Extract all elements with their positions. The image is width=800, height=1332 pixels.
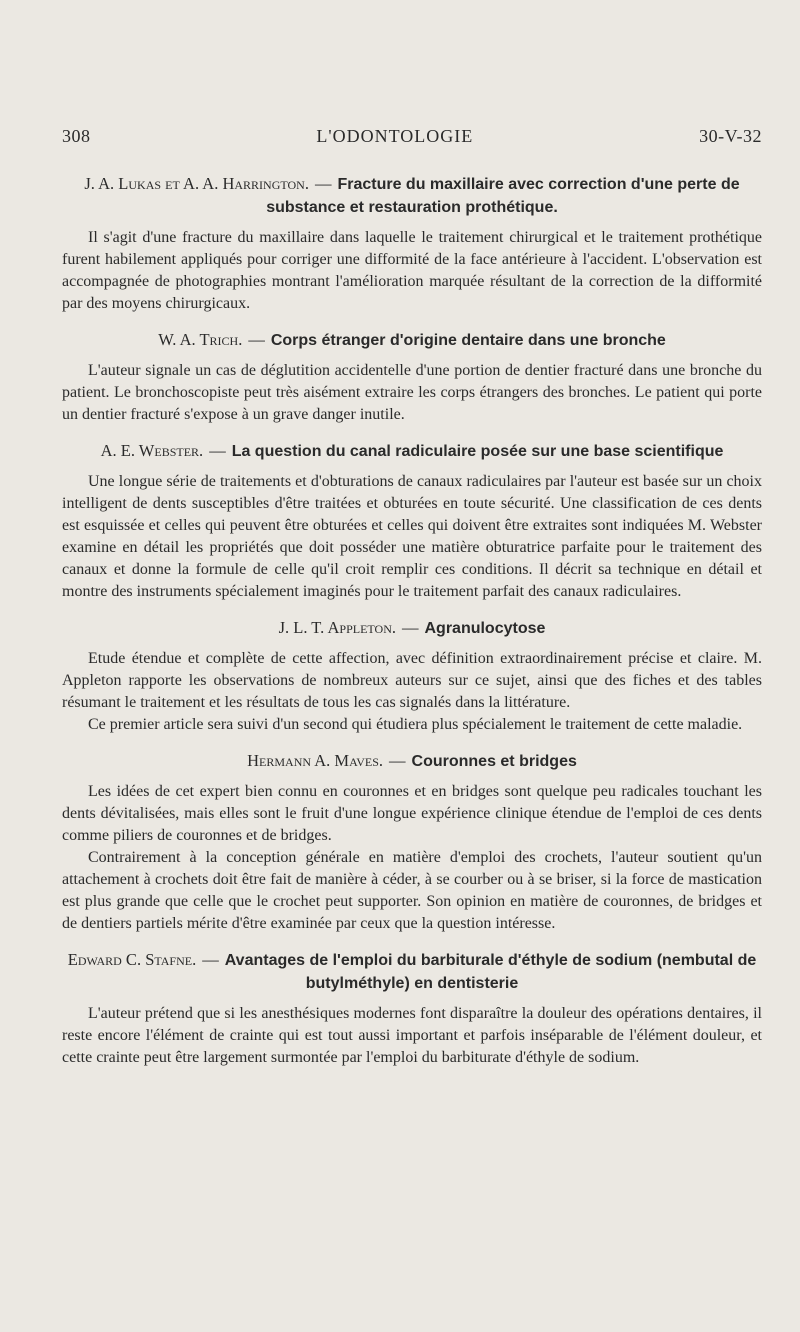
entry-heading: A. E. Webster. — La question du canal radiculaire posée sur une base scientifique	[100, 441, 724, 460]
entry-author: J. L. T. Appleton.	[278, 618, 396, 637]
entry-heading: Edward C. Stafne. — Avantages de l'emploi du barbiturale d'éthyle de sodium (nembutal de butylméthyle) en dentisterie	[67, 950, 757, 992]
abstract-entry	[62, 617, 762, 736]
running-header	[62, 126, 762, 147]
entry-author: W. A. Trich.	[158, 330, 243, 349]
journal-title: L'ODONTOLOGIE	[316, 126, 474, 146]
page-content	[62, 126, 762, 1083]
entry-paragraph: Etude étendue et complète de cette affection, avec définition extraordinairement précise et claire. M. Appleton rapporte les observations de nombreux auteurs sur ce sujet, ainsi que des fiches et des tables résumant le traitement et les résultats de tous les cas signalés dans la littérature.	[62, 650, 762, 711]
entry-heading: J. A. Lukas et A. A. Harrington. — Fracture du maxillaire avec correction d'une perte de substance et restauration prothétique.	[84, 174, 740, 216]
entry-author: A. E. Webster.	[100, 441, 204, 460]
entry-title: La question du canal radiculaire posée sur une base scientifique	[231, 443, 724, 460]
entry-paragraph: L'auteur prétend que si les anesthésiques modernes font disparaître la douleur des opérations dentaires, il reste encore l'élément de crainte qui est tout aussi important et parfois inséparable de l'élément douleur, et cette crainte peut être largement surmontée par l'emploi du barbiturate d'éthyle de sodium.	[62, 1005, 762, 1066]
entry-title: Fracture du maxillaire avec correction d'une perte de substance et restauration prothétique.	[266, 176, 740, 216]
entry-author: Edward C. Stafne.	[67, 950, 197, 969]
entry-paragraph: Les idées de cet expert bien connu en couronnes et en bridges sont quelque peu radicales touchant les dents dévitalisées, mais elles sont le fruit d'une longue expérience clinique étendue de l'emploi de ces dents comme piliers de couronnes et de bridges.	[62, 783, 762, 844]
abstract-entry	[62, 173, 762, 315]
entry-heading: W. A. Trich. — Corps étranger d'origine dentaire dans une bronche	[158, 330, 666, 349]
entry-paragraph: Contrairement à la conception générale en matière d'emploi des crochets, l'auteur soutient qu'un attachement à crochets doit être fait de manière à céder, à se courber ou à se briser, si la force de mastication est plus grande que celle que le crochet peut supporter. Son opinion en matière de couronnes, de bridges et de dentiers partiels mérite d'être examinée par ceux que la question intéresse.	[62, 849, 762, 932]
entry-paragraph: L'auteur signale un cas de déglutition accidentelle d'une portion de dentier fracturé dans une bronche du patient. Le bronchoscopiste peut très aisément extraire les corps étrangers des bronches. Le patient qui porte un dentier fracturé s'expose à un grave danger inutile.	[62, 362, 762, 423]
abstract-entry	[62, 440, 762, 603]
entry-heading: J. L. T. Appleton. — Agranulocytose	[278, 618, 546, 637]
entry-title: Agranulocytose	[424, 620, 546, 637]
entry-paragraph: Ce premier article sera suivi d'un second qui étudiera plus spécialement le traitement de cette maladie.	[88, 716, 743, 733]
entry-author: Hermann A. Maves.	[247, 751, 384, 770]
abstract-entry	[62, 750, 762, 935]
page-number: 308	[62, 126, 91, 146]
issue-date: 30-V-32	[699, 126, 762, 146]
entry-paragraph: Une longue série de traitements et d'obturations de canaux radiculaires par l'auteur est basée sur un choix intelligent de dents susceptibles d'être traitées et obturées en toute sécurité. Une classification de ces dents est esquissée et celles qui peuvent être obturées et celles qui doivent être extraites sont indiquées M. Webster examine en détail les propriétés que doit posséder une matière obturatrice parfaite pour le traitement des canaux et donne la formule de celle qu'il croit remplir ces conditions. Il décrit sa technique en détail et montre des instruments spécialement imaginés pour le traitement parfait des canaux radiculaires.	[62, 473, 762, 600]
entry-author: J. A. Lukas et A. A. Harrington.	[84, 174, 309, 193]
abstract-entry	[62, 949, 762, 1069]
entry-title: Couronnes et bridges	[411, 753, 577, 770]
entry-heading: Hermann A. Maves. — Couronnes et bridges	[247, 751, 577, 770]
abstract-entry	[62, 329, 762, 426]
entry-title: Corps étranger d'origine dentaire dans une bronche	[270, 332, 666, 349]
entry-paragraph: Il s'agit d'une fracture du maxillaire dans laquelle le traitement chirurgical et le traitement prothétique furent habilement appliqués pour corriger une difformité de la face antérieure à l'accident. L'observation est accompagnée de photographies montrant l'amélioration marquée résultant de la correction de la difformité par des moyens chirurgicaux.	[62, 229, 762, 312]
entry-title: Avantages de l'emploi du barbiturale d'éthyle de sodium (nembutal de butylméthyle) en dentisterie	[224, 952, 757, 992]
